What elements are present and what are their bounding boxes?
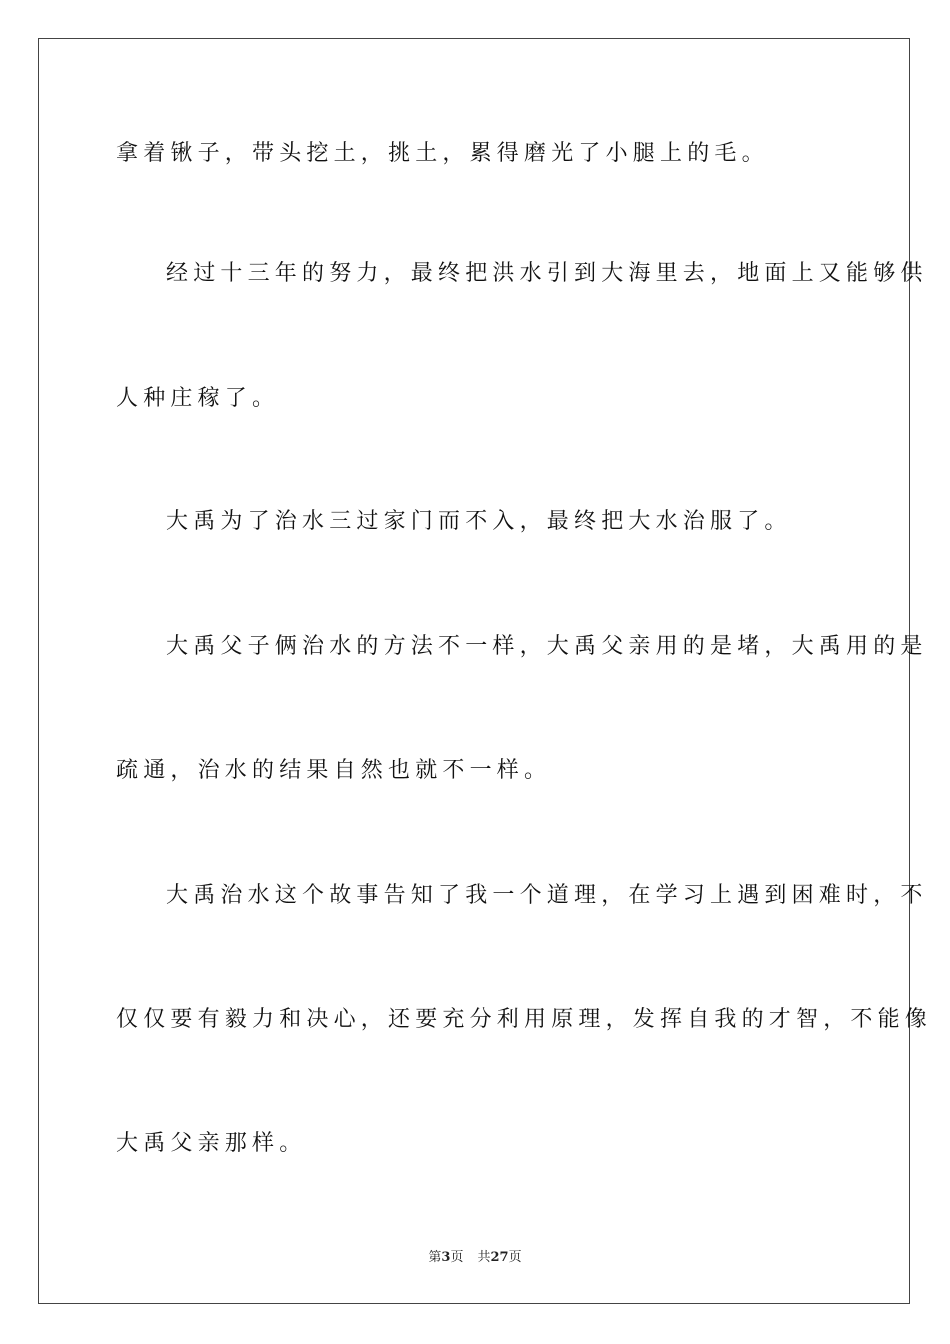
total-prefix: 共 (477, 1250, 491, 1265)
page-number: 3 (441, 1250, 451, 1265)
body-text-line-6: 疏通，治水的结果自然也就不一样。 (116, 758, 552, 783)
total-suffix: 页 (508, 1250, 522, 1265)
page-suffix: 页 (450, 1250, 464, 1265)
body-text-line-9: 大禹父亲那样。 (116, 1131, 307, 1156)
body-text-line-3: 人种庄稼了。 (116, 386, 280, 411)
page-prefix: 第 (428, 1250, 442, 1265)
body-text-line-5: 大禹父子俩治水的方法不一样，大禹父亲用的是堵，大禹用的是 (166, 634, 928, 659)
total-pages: 27 (490, 1250, 509, 1265)
page-footer (0, 1246, 950, 1265)
body-text-line-2: 经过十三年的努力，最终把洪水引到大海里去，地面上又能够供 (166, 261, 928, 286)
body-text-line-7: 大禹治水这个故事告知了我一个道理，在学习上遇到困难时，不 (166, 883, 928, 908)
page-border (38, 38, 933, 1304)
body-text-line-4: 大禹为了治水三过家门而不入，最终把大水治服了。 (166, 509, 792, 534)
body-text-line-1: 拿着锹子，带头挖土，挑土，累得磨光了小腿上的毛。 (116, 141, 769, 166)
body-text-line-8: 仅仅要有毅力和决心，还要充分利用原理，发挥自我的才智，不能像 (116, 1007, 933, 1032)
